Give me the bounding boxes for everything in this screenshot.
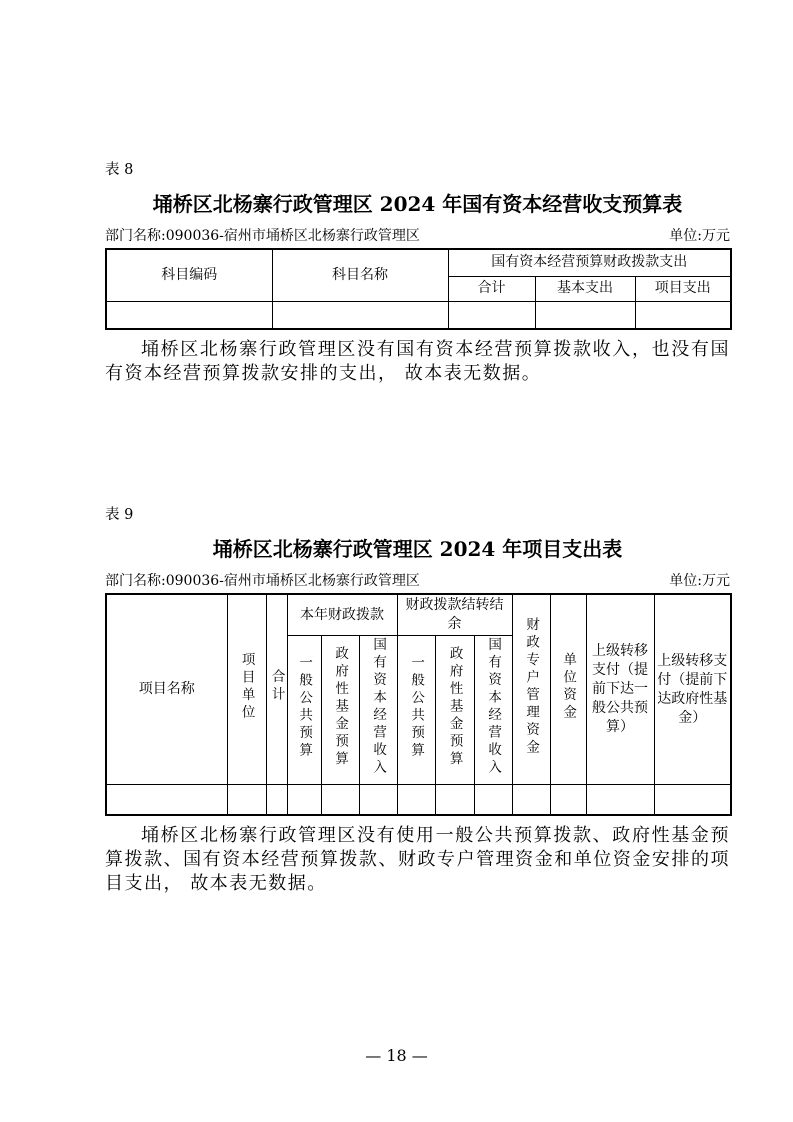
header-group-soc-expenditure: 国有资本经营预算财政拨款支出	[448, 249, 731, 276]
empty-cell	[321, 785, 359, 815]
table8-title: 埇桥区北杨寨行政管理区 2024 年国有资本经营收支预算表	[152, 192, 683, 216]
empty-cell	[287, 785, 321, 815]
header-general-public-budget: 一般公共预算	[287, 636, 321, 785]
header-group-current-year-appropriation: 本年财政拨款	[287, 594, 397, 636]
empty-cell	[635, 301, 731, 329]
empty-cell	[227, 785, 266, 815]
empty-cell	[106, 785, 227, 815]
table8-note: 埇桥区北杨寨行政管理区没有国有资本经营预算拨款收入，也没有国有资本经营预算拨款安排的支出， 故本表无数据。	[105, 339, 730, 384]
empty-cell	[586, 785, 654, 815]
table8-department-name: 部门名称:090036-宿州市埇桥区北杨寨行政管理区	[105, 228, 420, 244]
header-fiscal-special-account: 财政专户管理资金	[512, 594, 550, 785]
table8-budget-table	[105, 248, 732, 330]
header-transfer-payment-general: 上级转移支付（提前下达一般公共预算）	[586, 594, 654, 785]
header-project-expenditure: 项目支出	[635, 276, 731, 301]
table8-unit-label: 单位:万元	[669, 228, 730, 244]
header-government-fund-budget: 政府性基金预算	[321, 636, 359, 785]
empty-cell	[266, 785, 287, 815]
table8-empty-row	[106, 301, 731, 329]
header-subject-name: 科目名称	[272, 249, 448, 301]
header-project-name: 项目名称	[106, 594, 227, 785]
empty-cell	[474, 785, 512, 815]
empty-cell	[435, 785, 474, 815]
header-transfer-payment-fund: 上级转移支付（提前下达政府性基金）	[654, 594, 731, 785]
empty-cell	[512, 785, 550, 815]
table9-title: 埇桥区北杨寨行政管理区 2024 年项目支出表	[212, 537, 623, 561]
header-general-public-budget-carryover: 一般公共预算	[397, 636, 435, 785]
header-soc-operating-income: 国有资本经营收入	[359, 636, 397, 785]
empty-cell	[106, 301, 272, 329]
header-government-fund-budget-carryover: 政府性基金预算	[435, 636, 474, 785]
table9-note: 埇桥区北杨寨行政管理区没有使用一般公共预算拨款、政府性基金预算拨款、国有资本经营预算拨款、财政专户管理资金和单位资金安排的项目支出， 故本表无数据。	[105, 824, 730, 894]
table8-meta-row	[105, 228, 730, 245]
header-subject-code: 科目编码	[106, 249, 272, 301]
table8-label: 表 8	[105, 162, 134, 178]
table9-unit-label: 单位:万元	[669, 573, 730, 589]
table9-meta-row	[105, 573, 730, 590]
header-group-carryover-balance: 财政拨款结转结余	[397, 594, 512, 636]
empty-cell	[448, 301, 535, 329]
table9-empty-row	[106, 785, 731, 815]
header-basic-expenditure: 基本支出	[535, 276, 635, 301]
empty-cell	[272, 301, 448, 329]
empty-cell	[550, 785, 586, 815]
empty-cell	[397, 785, 435, 815]
header-unit-funds: 单位资金	[550, 594, 586, 785]
empty-cell	[535, 301, 635, 329]
page-content	[105, 0, 730, 896]
header-total: 合计	[266, 594, 287, 785]
table9-department-name: 部门名称:090036-宿州市埇桥区北杨寨行政管理区	[105, 573, 420, 589]
header-total: 合计	[448, 276, 535, 301]
table9-project-expenditure-table	[105, 593, 732, 816]
table9-label: 表 9	[105, 507, 134, 523]
empty-cell	[654, 785, 731, 815]
page-number: — 18 —	[365, 1046, 428, 1065]
header-project-unit: 项目单位	[227, 594, 266, 785]
empty-cell	[359, 785, 397, 815]
header-soc-operating-income-carryover: 国有资本经营收入	[474, 636, 512, 785]
